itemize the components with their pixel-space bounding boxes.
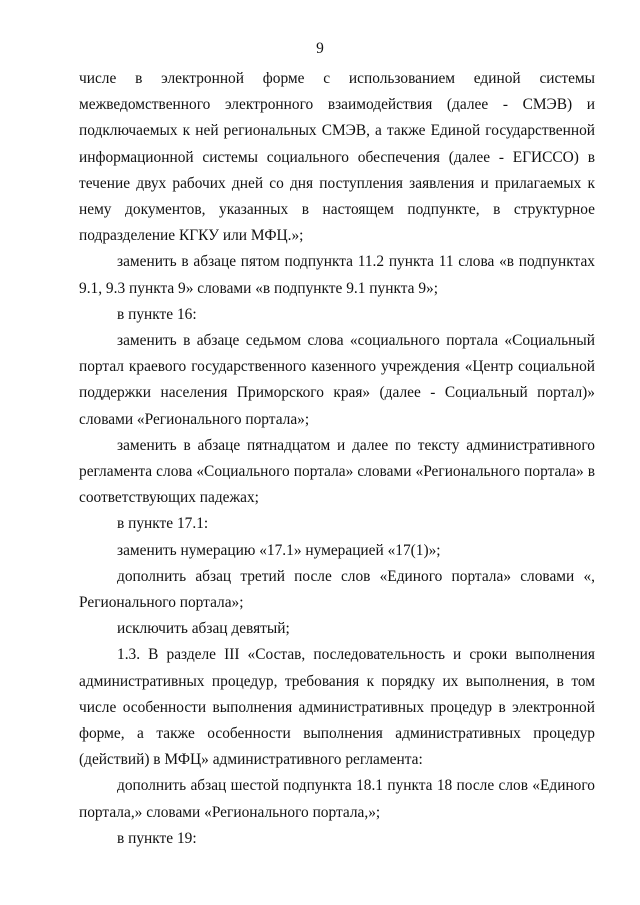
paragraph-continuation: числе в электронной форме с использованием единой системы межведомственного электронного взаимодействия (далее - СМЭВ) и подключаемых к ней региональных СМЭВ, а также Единой государственной информационной системы социального обеспечения (далее - ЕГИССО) в течение двух рабочих дней со дня поступления заявления и прилагаемых к нему документов, указанных в настоящем подпункте, в структурное подразделение КГКУ или МФЦ.»;	[79, 70, 595, 245]
document-body	[79, 66, 595, 852]
paragraph-point-16: в пункте 16:	[117, 305, 197, 323]
paragraph-section-1-3: 1.3. В разделе III «Состав, последовательность и сроки выполнения административных процедур, требования к порядку их выполнения, в том числе особенности выполнения административных процедур в электронной форме, а также особенности выполнения административных процедур (действий) в МФЦ» административного регламента:	[79, 646, 595, 769]
paragraph-amend-7th: заменить в абзаце седьмом слова «социального портала «Социальный портал краевого государственного казенного учреждения «Центр социальной поддержки населения Приморского края» (далее - Социальный портал)» словами «Регионального портала»;	[79, 332, 595, 428]
page-number: 9	[316, 40, 324, 57]
paragraph-amend-11-2: заменить в абзаце пятом подпункта 11.2 пункта 11 слова «в подпунктах 9.1, 9.3 пункта 9» словами «в подпункте 9.1 пункта 9»;	[79, 253, 595, 297]
paragraph-supplement-3rd: дополнить абзац третий после слов «Единого портала» словами «, Регионального портала»;	[79, 567, 595, 612]
paragraph-point-17-1: в пункте 17.1:	[117, 515, 209, 533]
paragraph-exclude-9th: исключить абзац девятый;	[117, 620, 290, 638]
paragraph-point-19: в пункте 19:	[117, 829, 197, 847]
paragraph-renumber: заменить нумерацию «17.1» нумерацией «17(1)»;	[117, 541, 441, 559]
paragraph-supplement-18-1: дополнить абзац шестой подпункта 18.1 пункта 18 после слов «Единого портала,» словами «Регионального портала,»;	[79, 777, 595, 821]
paragraph-amend-15th: заменить в абзаце пятнадцатом и далее по тексту административного регламента слова «Социального портала» словами «Регионального портала» в соответствующих падежах;	[79, 436, 595, 507]
